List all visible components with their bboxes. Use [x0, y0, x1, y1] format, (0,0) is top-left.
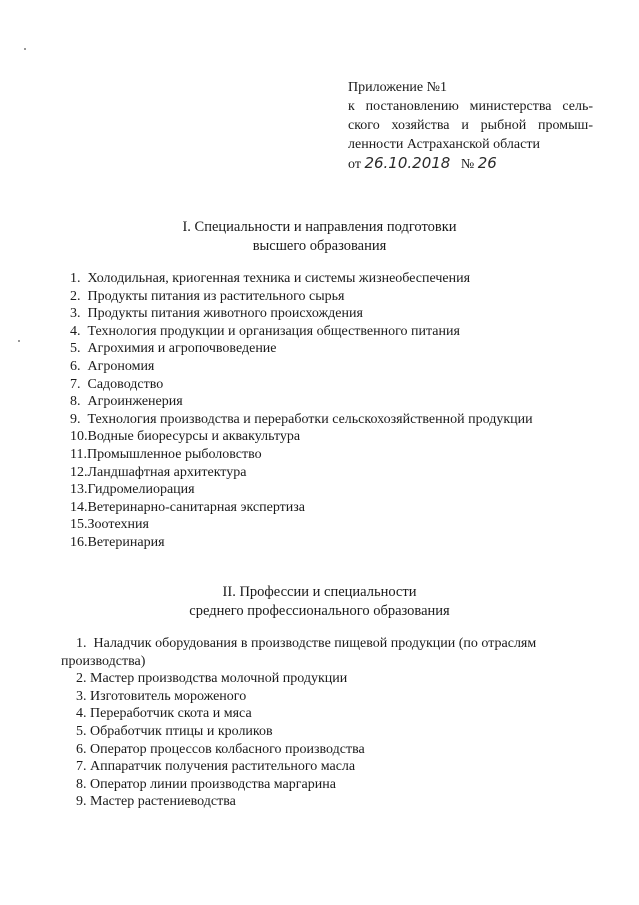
- list-item: 14.Ветеринарно-санитарная экспертиза: [70, 499, 306, 515]
- list-item: 8. Оператор линии производства маргарина: [76, 776, 336, 792]
- number-prefix: №: [460, 157, 475, 172]
- list-item: 8. Агроинженерия: [70, 394, 183, 410]
- appendix-line-2: ского хозяйства и рыбной промыш-: [348, 118, 593, 133]
- list-item: 1. Холодильная, криогенная техника и системы жизнеобеспечения: [70, 271, 471, 286]
- handwritten-number: 26: [477, 154, 497, 172]
- list-item: 3. Продукты питания животного происхождения: [70, 306, 363, 322]
- section-2-title-line-1: II. Профессии и специальности: [222, 584, 417, 600]
- list-item: 15.Зоотехния: [70, 517, 149, 533]
- appendix-line-3: ленности Астраханской области: [348, 137, 540, 152]
- section-2-title: [0, 583, 639, 621]
- appendix-title: Приложение №1: [348, 80, 447, 95]
- section-2-list: [61, 635, 636, 811]
- list-item: 9. Мастер растениеводства: [76, 794, 236, 810]
- handwritten-date: 26.10.2018: [364, 154, 451, 172]
- section-1-title-line-1: I. Специальности и направления подготовки: [182, 219, 457, 235]
- list-item: 13.Гидромелиорация: [70, 482, 195, 498]
- list-item: 6. Агрономия: [70, 358, 155, 374]
- appendix-line-1: к постановлению министерства сель-: [348, 99, 593, 114]
- section-2-title-line-2: среднего профессионального образования: [189, 603, 450, 619]
- scan-speck: [24, 48, 26, 50]
- list-item: 4. Технология продукции и организация общественного питания: [70, 323, 460, 339]
- section-1-list: [70, 270, 590, 552]
- list-item: 2. Мастер производства молочной продукции: [76, 671, 348, 687]
- list-item: 7. Садоводство: [70, 376, 164, 392]
- scan-speck: [18, 340, 20, 342]
- list-item: 2. Продукты питания из растительного сырья: [70, 288, 345, 304]
- list-item: 4. Переработчик скота и мяса: [76, 706, 252, 722]
- list-item: 10.Водные биоресурсы и аквакультура: [70, 429, 301, 445]
- list-item: 1. Наладчик оборудования в производстве пищевой продукции (по отраслям производства): [61, 636, 537, 669]
- list-item: 3. Изготовитель мороженого: [76, 688, 247, 704]
- appendix-header: [348, 78, 593, 174]
- list-item: 16.Ветеринария: [70, 534, 165, 550]
- section-1-title: [0, 218, 639, 256]
- list-item: 7. Аппаратчик получения растительного масла: [76, 759, 356, 775]
- date-prefix: от: [348, 157, 361, 172]
- list-item: 5. Агрохимия и агропочвоведение: [70, 341, 277, 357]
- list-item: 5. Обработчик птицы и кроликов: [76, 723, 273, 739]
- list-item: 9. Технология производства и переработки сельскохозяйственной продукции: [70, 411, 533, 427]
- list-item: 11.Промышленное рыболовство: [70, 446, 262, 462]
- section-1-title-line-2: высшего образования: [252, 238, 387, 254]
- list-item: 6. Оператор процессов колбасного производства: [76, 741, 365, 757]
- appendix-date-line: [348, 154, 593, 174]
- list-item: 12.Ландшафтная архитектура: [70, 464, 247, 480]
